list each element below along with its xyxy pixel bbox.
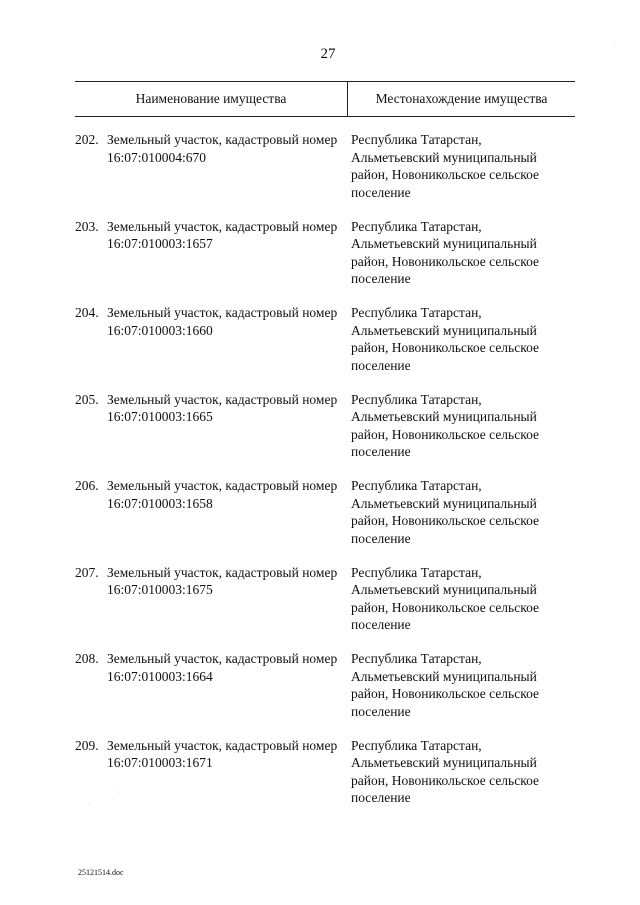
row-number: 207. (75, 564, 99, 580)
row-number: 209. (75, 737, 99, 753)
property-location: Республика Татарстан, Альметьевский муниципальный район, Новоникольское сельское поселение (351, 651, 539, 719)
property-name-cell (75, 218, 349, 305)
property-description: Земельный участок, кадастровый номер 16:07:010003:1671 (107, 737, 338, 770)
row-number: 202. (75, 132, 99, 147)
table-row (75, 304, 575, 391)
row-number: 205. (75, 391, 99, 407)
property-name-cell (75, 737, 349, 824)
row-number: 206. (75, 478, 99, 493)
column-header-name: Наименование имущества (75, 82, 348, 116)
property-name-cell (75, 131, 349, 218)
property-location: Республика Татарстан, Альметьевский муниципальный район, Новоникольское сельское поселение (351, 305, 539, 373)
property-location: Республика Татарстан, Альметьевский муниципальный район, Новоникольское сельское поселение (351, 218, 539, 286)
table-row (75, 564, 575, 651)
property-location: Республика Татарстан, Альметьевский муниципальный район, Новоникольское сельское поселение (351, 564, 539, 632)
page-number: 27 (320, 46, 336, 62)
table-header (75, 81, 575, 117)
scan-artifact: · (88, 802, 90, 808)
property-description: Земельный участок, кадастровый номер 16:07:010004:670 (107, 132, 338, 165)
property-description: Земельный участок, кадастровый номер 16:07:010003:1658 (107, 478, 338, 511)
property-location: Республика Татарстан, Альметьевский муниципальный район, Новоникольское сельское поселение (351, 132, 539, 200)
table-row (75, 737, 575, 824)
property-location: Республика Татарстан, Альметьевский муниципальный район, Новоникольское сельское поселение (351, 737, 539, 805)
row-number: 203. (75, 218, 99, 234)
property-description: Земельный участок, кадастровый номер 16:07:010003:1657 (107, 218, 338, 251)
column-header-location: Местонахождение имущества (375, 91, 548, 106)
property-description: Земельный участок, кадастровый номер 16:07:010003:1675 (107, 564, 338, 597)
row-number: 208. (75, 651, 99, 666)
table-row (75, 391, 575, 478)
document-filename: 25121514.doc (78, 868, 124, 877)
table-row (75, 650, 575, 737)
property-location: Республика Татарстан, Альметьевский муниципальный район, Новоникольское сельское поселение (351, 478, 539, 546)
property-name-cell (75, 564, 349, 651)
row-number: 204. (75, 305, 99, 320)
scan-artifact: · (118, 790, 120, 796)
scan-artifact: · (614, 40, 616, 46)
property-name-cell (75, 477, 349, 564)
table-row (75, 218, 575, 305)
property-name-cell (75, 391, 349, 478)
property-location: Республика Татарстан, Альметьевский муниципальный район, Новоникольское сельское поселение (351, 391, 539, 459)
property-description: Земельный участок, кадастровый номер 16:07:010003:1660 (107, 305, 338, 338)
property-description: Земельный участок, кадастровый номер 16:07:010003:1665 (107, 391, 338, 424)
property-list (75, 131, 575, 823)
table-row (75, 131, 575, 218)
table-row (75, 477, 575, 564)
property-description: Земельный участок, кадастровый номер 16:07:010003:1664 (107, 651, 338, 684)
property-name-cell (75, 650, 349, 737)
property-name-cell (75, 304, 349, 391)
